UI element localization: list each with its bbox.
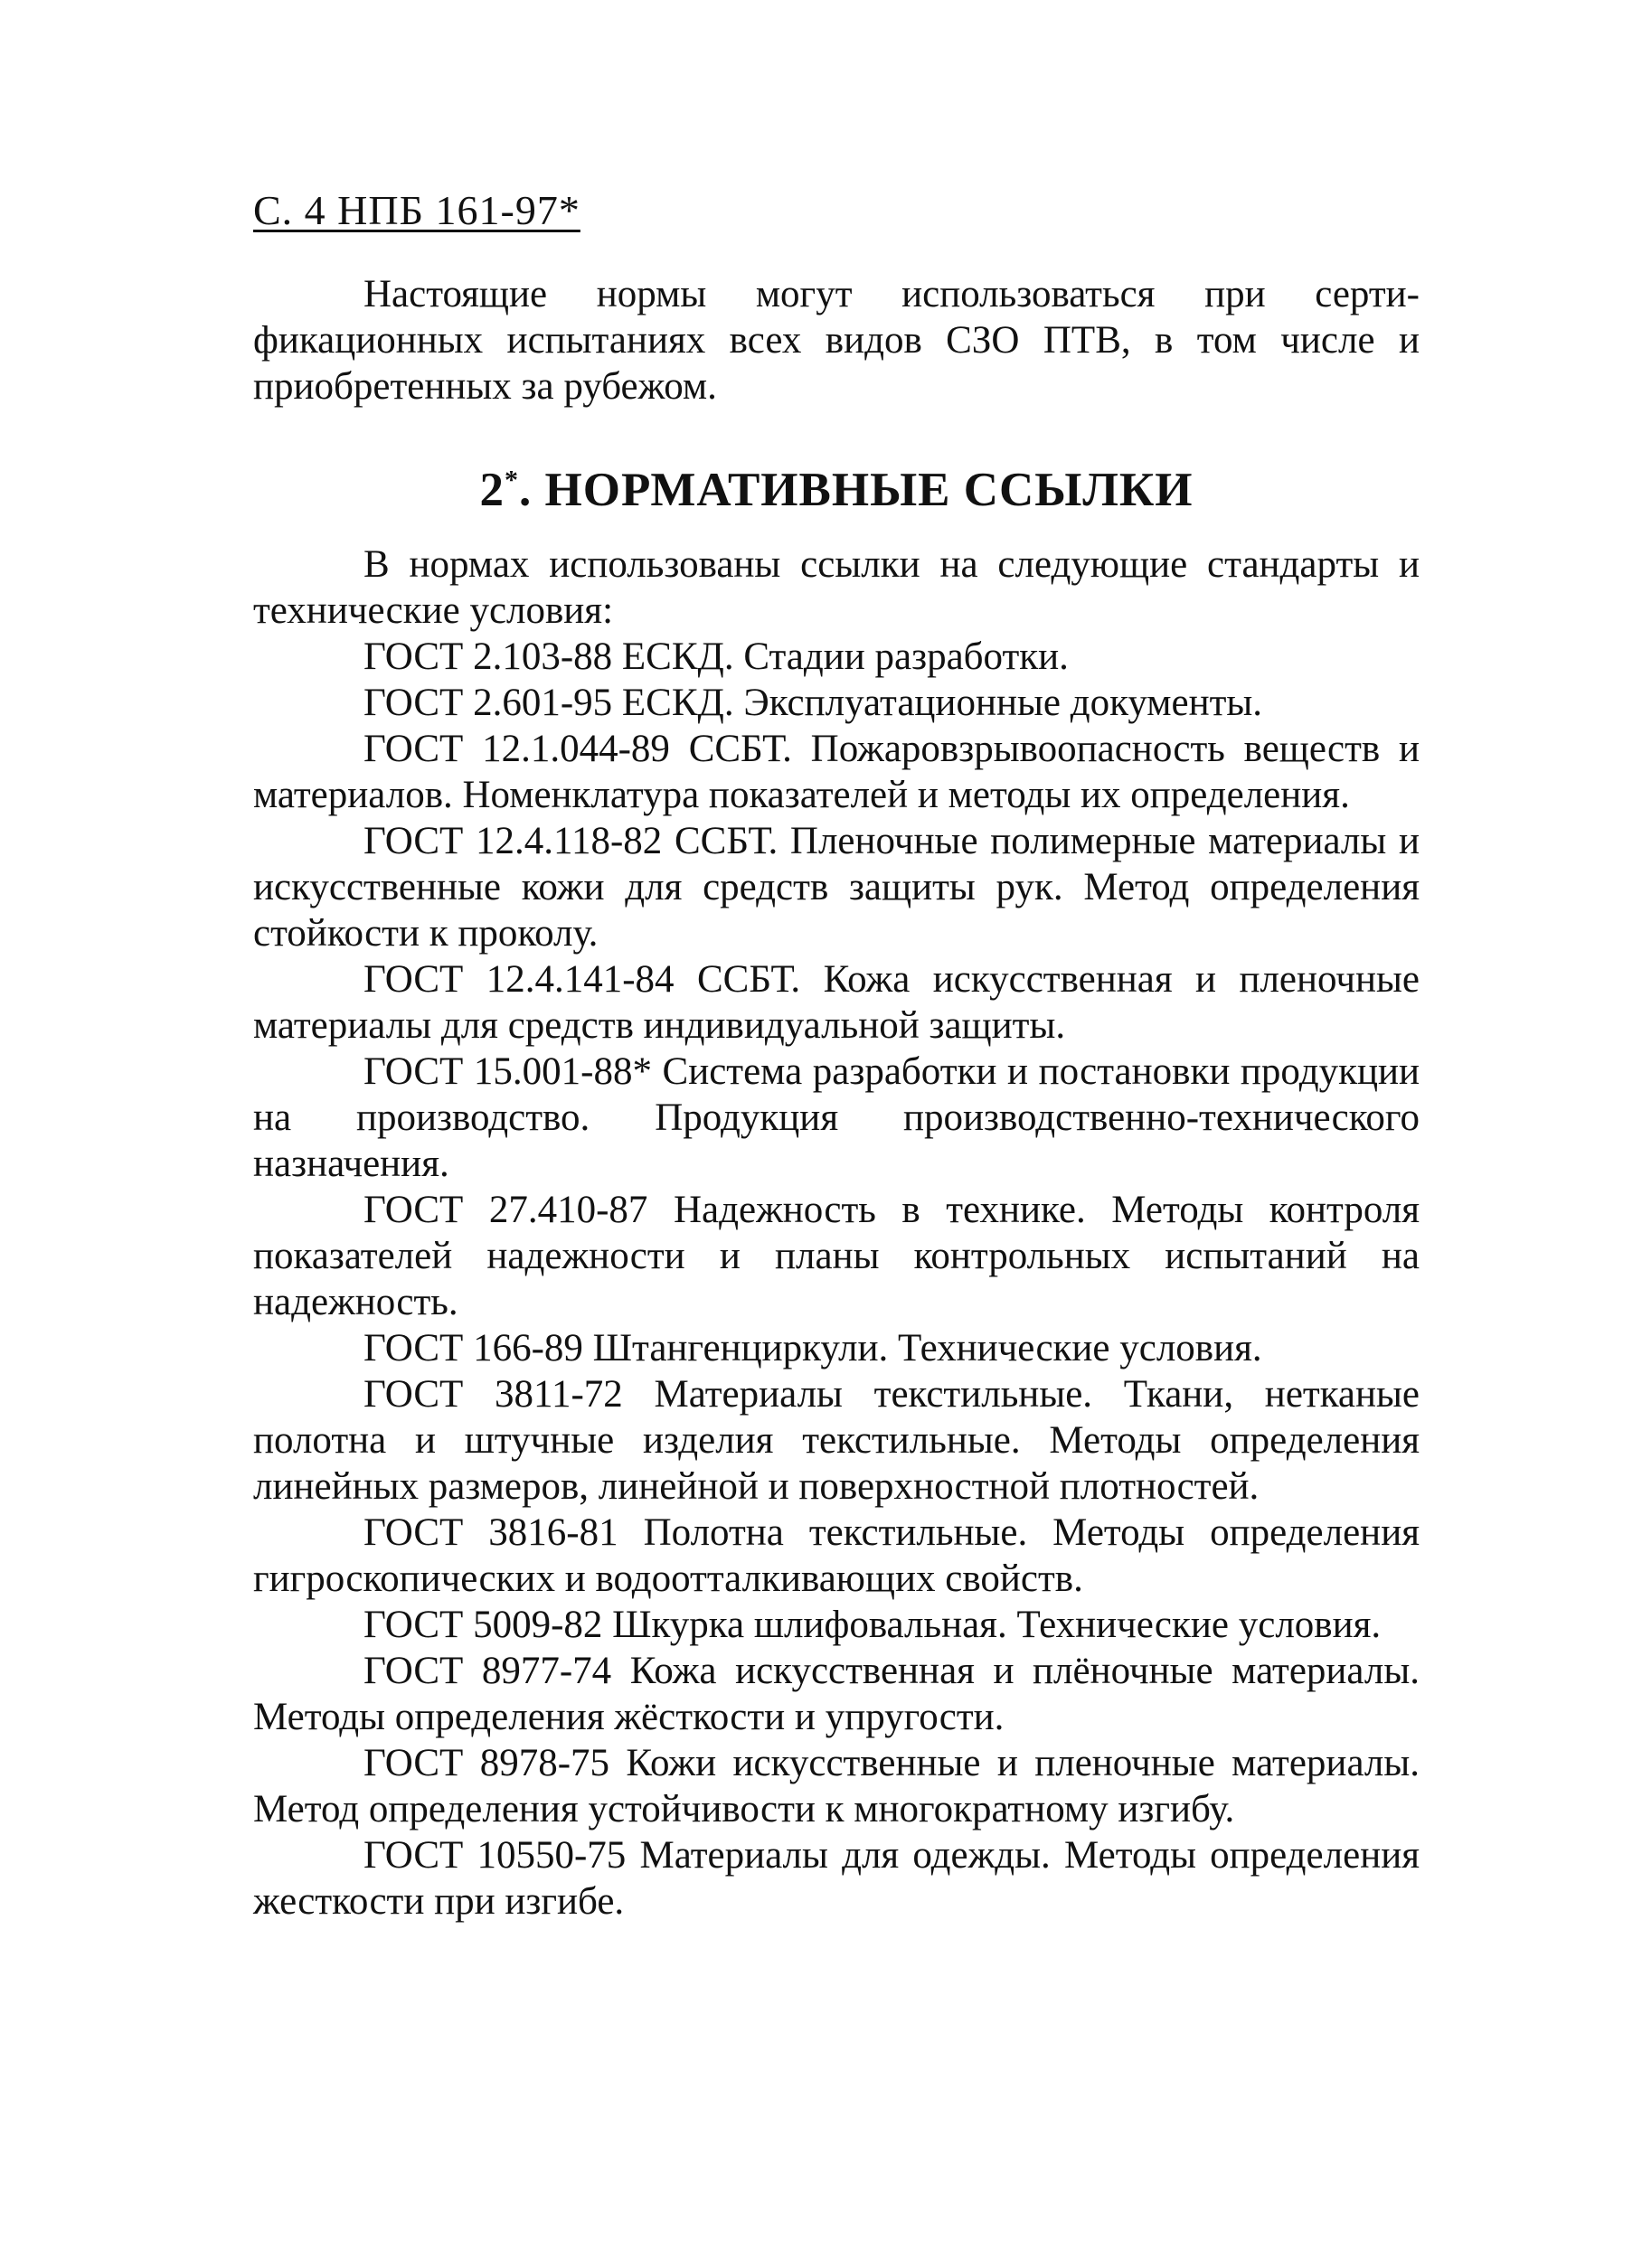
reference-item bbox=[253, 1325, 1420, 1371]
reference-item bbox=[253, 1648, 1420, 1740]
section-star: * bbox=[505, 465, 519, 495]
reference-code: ГОСТ 166-89 bbox=[363, 1327, 583, 1369]
reference-text: Кожа искусственная и плёночные материалы. Методы определения жёсткости и упругости. bbox=[253, 1650, 1420, 1738]
reference-item bbox=[253, 1740, 1420, 1832]
reference-code: ГОСТ 8978-75 bbox=[363, 1742, 610, 1784]
reference-code: ГОСТ 8977-74 bbox=[363, 1650, 612, 1692]
running-header: С. 4 НПБ 161-97* bbox=[253, 187, 580, 233]
reference-item bbox=[253, 1187, 1420, 1325]
reference-item bbox=[253, 818, 1420, 956]
reference-item bbox=[253, 1510, 1420, 1602]
reference-code: ГОСТ 2.103-88 bbox=[363, 635, 613, 678]
reference-item bbox=[253, 634, 1420, 680]
reference-text: Штангенциркули. Технические условия. bbox=[592, 1327, 1262, 1369]
reference-text: ССБТ. Кожа искусственная и пленочные материалы для средств индивидуальной защиты. bbox=[253, 958, 1420, 1047]
reference-code: ГОСТ 12.4.118-82 bbox=[363, 820, 663, 862]
reference-code: ГОСТ 12.4.141-84 bbox=[363, 958, 675, 1001]
reference-code: ГОСТ 2.601-95 bbox=[363, 682, 613, 724]
reference-item bbox=[253, 1371, 1420, 1510]
reference-code: ГОСТ 3811-72 bbox=[363, 1373, 623, 1416]
section-heading bbox=[253, 462, 1420, 518]
reference-text: Надежность в технике. Методы контроля показателей надежности и планы контрольных испытаний на надежность. bbox=[253, 1189, 1420, 1323]
references-list bbox=[253, 634, 1420, 1925]
reference-text: ЕСКД. Стадии разработки. bbox=[621, 635, 1069, 678]
reference-text: Кожи искусственные и пленочные материалы. Метод определения устойчивости к многократному изгибу. bbox=[253, 1742, 1420, 1830]
reference-item bbox=[253, 1602, 1420, 1648]
reference-item bbox=[253, 726, 1420, 818]
section-number: 2 bbox=[479, 464, 505, 516]
reference-text: Шкурка шлифовальная. Технические условия. bbox=[612, 1604, 1382, 1646]
reference-item bbox=[253, 1049, 1420, 1187]
reference-code: ГОСТ 15.001-88* bbox=[363, 1050, 652, 1093]
section-lead-paragraph: В нормах использованы ссылки на следующие стандарты и технические условия: bbox=[253, 543, 1420, 632]
intro-paragraph: Настоящие нормы могут использоваться при сертификационных испытаниях всех видов СЗО ПТВ, в том числе и приобретенных за рубежом. bbox=[253, 273, 1420, 408]
reference-item bbox=[253, 1832, 1420, 1925]
reference-code: ГОСТ 3816-81 bbox=[363, 1511, 618, 1554]
reference-text: ЕСКД. Эксплуатационные документы. bbox=[621, 682, 1263, 724]
reference-text: Материалы текстильные. Ткани, нетканые полотна и штучные изделия текстильные. Методы определения линейных размеров, линейной и поверхностной плотностей. bbox=[253, 1373, 1420, 1508]
reference-text: ССБТ. Пленочные полимерные материалы и искусственные кожи для средств защиты рук. Метод определения стойкости к проколу. bbox=[253, 820, 1420, 955]
section-title: . НОРМАТИВНЫЕ ССЫЛКИ bbox=[519, 464, 1194, 516]
reference-text: ССБТ. Пожаровзрывоопасность веществ и материалов. Номенклатура показателей и методы их определения. bbox=[253, 728, 1420, 816]
reference-text: Полотна текстильные. Методы определения гигроскопических и водоотталкивающих свойств. bbox=[253, 1511, 1420, 1600]
reference-text: Система разработки и постановки продукции на производство. Продукция производственно-технического назначения. bbox=[253, 1050, 1420, 1185]
page-content bbox=[253, 271, 1420, 1925]
reference-code: ГОСТ 10550-75 bbox=[363, 1834, 627, 1877]
reference-code: ГОСТ 12.1.044-89 bbox=[363, 728, 670, 770]
reference-text: Материалы для одежды. Методы определения жесткости при изгибе. bbox=[253, 1834, 1420, 1923]
reference-code: ГОСТ 5009-82 bbox=[363, 1604, 603, 1646]
reference-item bbox=[253, 956, 1420, 1049]
reference-item bbox=[253, 680, 1420, 726]
reference-code: ГОСТ 27.410-87 bbox=[363, 1189, 648, 1231]
